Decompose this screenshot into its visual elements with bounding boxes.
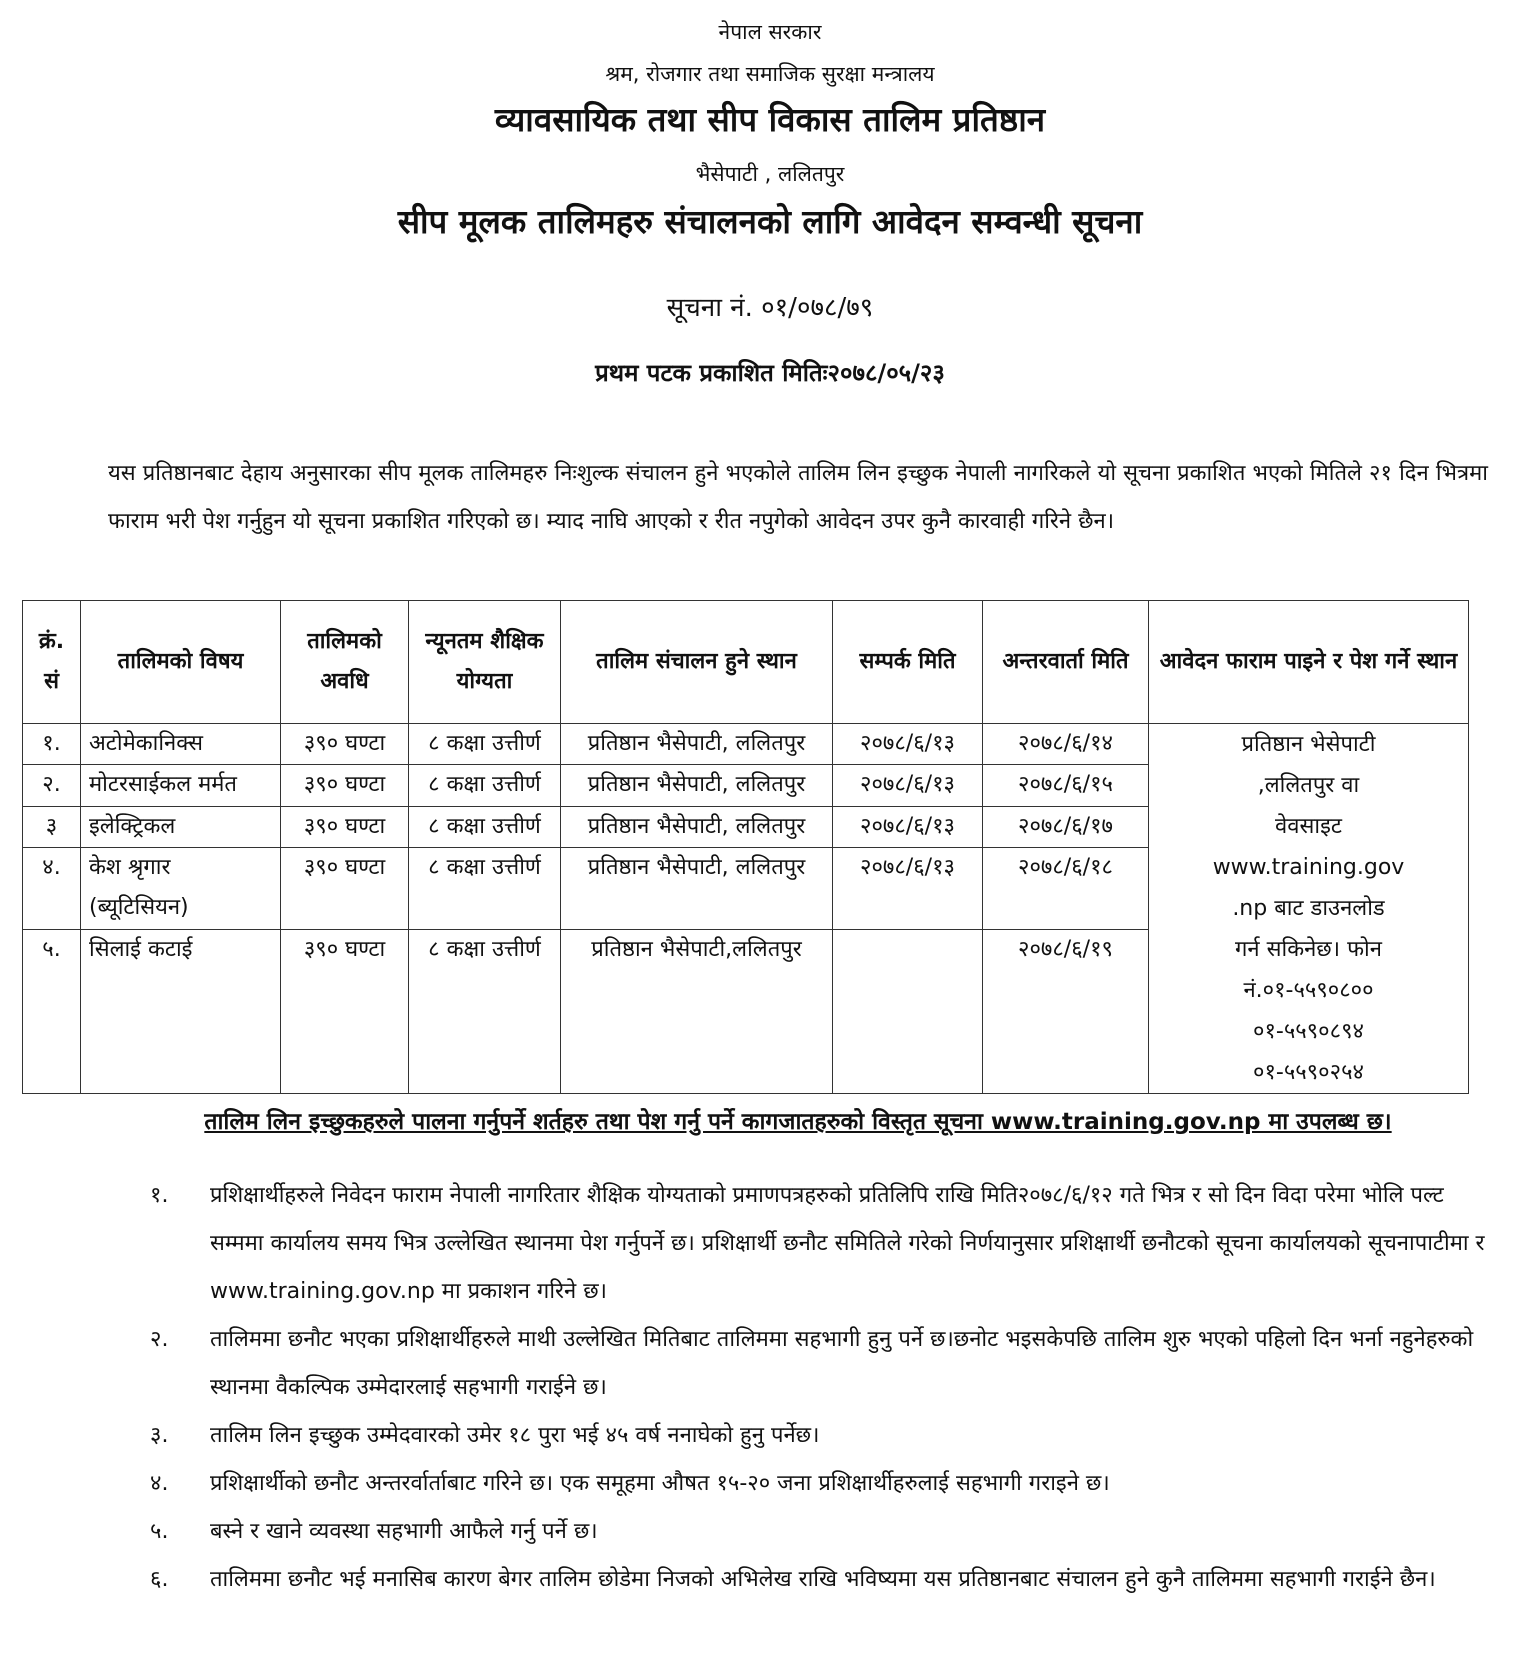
row-qualification: ८ कक्षा उत्तीर्ण (409, 847, 561, 929)
condition-text: तालिम लिन इच्छुक उम्मेदवारको उमेर १८ पुरा भई ४५ वर्ष ननाघेको हुनु पर्नेछ। (210, 1423, 820, 1448)
row-venue: प्रतिष्ठान भैसेपाटी, ललितपुर (561, 806, 833, 847)
row-duration: ३९० घण्टा (281, 765, 409, 806)
institute-location: भैसेपाटी , ललितपुर (695, 162, 845, 186)
condition-text: प्रशिक्षार्थीको छनौट अन्तरर्वार्ताबाट गरिने छ। एक समूहमा औषत १५-२० जना प्रशिक्षार्थीहरुलाई सहभागी गराइने छ। (210, 1471, 1110, 1496)
notice-title: सीप मूलक तालिमहरु संचालनको लागि आवेदन सम्वन्धी सूचना (397, 202, 1143, 241)
row-interview-date: २०७८/६/१९ (983, 929, 1149, 1093)
notice-number: सूचना नं. ०१/०७८/७९ (666, 293, 874, 323)
row-contact-date: २०७८/६/१३ (833, 724, 983, 765)
row-qualification: ८ कक्षा उत्तीर्ण (409, 929, 561, 1093)
apply-place-phone: ०१-५५९०८९४ (1253, 1019, 1364, 1044)
table-header-row (23, 601, 1469, 724)
row-serial: ४. (23, 847, 81, 929)
row-subject-cell (81, 847, 281, 929)
intro-paragraph: यस प्रतिष्ठानबाट देहाय अनुसारका सीप मूलक तालिमहरु निःशुल्क संचालन हुने भएकोले तालिम लिन इच्छुक नेपाली नागरिकले यो सूचना प्रकाशित भएको मितिले २१ दिन भित्रमा फाराम भरी पेश गर्नुहुन यो सूचना प्रकाशित गरिएको छ। म्याद नाघि आएको र रीत नपुगेको आवेदन उपर कुनै कारवाही गरिने छैन। (108, 461, 1488, 534)
institute-name: व्यावसायिक तथा सीप विकास तालिम प्रतिष्ठान (494, 100, 1046, 139)
list-item (150, 1508, 1500, 1556)
row-subject: सिलाई कटाई (81, 929, 281, 1093)
condition-text: प्रशिक्षार्थीहरुले निवेदन फाराम नेपाली नागरितार शैक्षिक योग्यताको प्रमाणपत्रहरुको प्रतिलिपि राखि मिति२०७८/६/१२ गते भित्र र सो दिन विदा परेमा भोलि पल्ट सम्ममा कार्यालय समय भित्र उल्लेखित स्थानमा पेश गर्नुपर्ने छ। प्रशिक्षार्थी छनौट समितिले गरेको निर्णयानुसार प्रशिक्षार्थी छनौटको सूचना कार्यालयको सूचनापाटीमा र www.training.gov.np मा प्रकाशन गरिने छ। (210, 1183, 1485, 1304)
header-contact-date: सम्पर्क मिति (833, 601, 983, 724)
condition-number: ३. (150, 1423, 169, 1448)
row-contact-date: २०७८/६/१३ (833, 847, 983, 929)
row-duration: ३९० घण्टा (281, 806, 409, 847)
row-subject: अटोमेकानिक्स (81, 724, 281, 765)
government-name: नेपाल सरकार (718, 20, 822, 44)
condition-number: ५. (150, 1519, 169, 1544)
header-duration: तालिमको अवधि (281, 601, 409, 724)
row-subject-sub: (ब्यूटिसियन) (89, 894, 189, 920)
ministry-name: श्रम, रोजगार तथा समाजिक सुरक्षा मन्त्रालय (605, 62, 935, 86)
row-duration: ३९० घण्टा (281, 847, 409, 929)
condition-text: तालिममा छनौट भएका प्रशिक्षार्थीहरुले माथी उल्लेखित मितिबाट तालिममा सहभागी हुनु पर्ने छ।छनोट भइसकेपछि तालिम शुरु भएको पहिलो दिन भर्ना नहुनेहरुको स्थानमा वैकल्पिक उम्मेदारलाई सहभागी गराईने छ। (210, 1327, 1474, 1400)
row-interview-date: २०७८/६/१७ (983, 806, 1149, 847)
list-item (150, 1412, 1500, 1460)
row-contact-date: २०७८/६/१३ (833, 765, 983, 806)
apply-place-website: www.training.gov (1212, 855, 1405, 880)
apply-place-phone: ०१-५५९०२५४ (1253, 1060, 1364, 1085)
row-serial: ५. (23, 929, 81, 1093)
detail-note: तालिम लिन इच्छुकहरुले पालना गर्नुपर्ने शर्तहरु तथा पेश गर्नु पर्ने कागजातहरुको विस्तृत सूचना www.training.gov.np मा उपलब्ध छ। (204, 1109, 1392, 1135)
row-interview-date: २०७८/६/१४ (983, 724, 1149, 765)
header-apply-place: आवेदन फाराम पाइने र पेश गर्ने स्थान (1149, 601, 1469, 724)
row-venue: प्रतिष्ठान भैसेपाटी,ललितपुर (561, 929, 833, 1093)
row-serial: १. (23, 724, 81, 765)
condition-number: १. (150, 1183, 169, 1208)
row-qualification: ८ कक्षा उत्तीर्ण (409, 724, 561, 765)
row-interview-date: २०७८/६/१५ (983, 765, 1149, 806)
row-interview-date: २०७८/६/१८ (983, 847, 1149, 929)
row-duration: ३९० घण्टा (281, 929, 409, 1093)
apply-place-line: प्रतिष्ठान भेसेपाटी (1241, 732, 1376, 757)
row-qualification: ८ कक्षा उत्तीर्ण (409, 806, 561, 847)
list-item (150, 1556, 1500, 1604)
row-serial: ३ (23, 806, 81, 847)
condition-number: २. (150, 1327, 169, 1352)
row-subject: इलेक्ट्रिकल (81, 806, 281, 847)
row-contact-date: २०७८/६/१३ (833, 806, 983, 847)
condition-text: बस्ने र खाने व्यवस्था सहभागी आफैले गर्नु पर्ने छ। (210, 1519, 598, 1544)
list-item (150, 1460, 1500, 1508)
header-qualification: न्यूनतम शैक्षिक योग्यता (409, 601, 561, 724)
apply-place-phone: नं.०१-५५९०८०० (1243, 978, 1374, 1003)
list-item (150, 1172, 1500, 1316)
apply-place-cell (1149, 724, 1469, 1094)
row-subject: केश श्रृगार (89, 854, 171, 880)
row-subject: मोटरसाईकल मर्मत (81, 765, 281, 806)
header-subject: तालिमको विषय (81, 601, 281, 724)
row-duration: ३९० घण्टा (281, 724, 409, 765)
row-qualification: ८ कक्षा उत्तीर्ण (409, 765, 561, 806)
row-contact-date (833, 929, 983, 1093)
condition-text: तालिममा छनौट भई मनासिब कारण बेगर तालिम छोडेमा निजको अभिलेख राखि भविष्यमा यस प्रतिष्ठानबाट संचालन हुने कुनै तालिममा सहभागी गराईने छैन। (210, 1567, 1436, 1592)
condition-number: ६. (150, 1567, 169, 1592)
apply-place-line: वेवसाइट (1275, 814, 1342, 839)
header-interview-date: अन्तरवार्ता मिति (983, 601, 1149, 724)
row-serial: २. (23, 765, 81, 806)
apply-place-line: गर्न सकिनेछ। फोन (1235, 937, 1382, 962)
apply-place-line: ,ललितपुर वा (1257, 773, 1360, 798)
header-venue: तालिम संचालन हुने स्थान (561, 601, 833, 724)
row-venue: प्रतिष्ठान भैसेपाटी, ललितपुर (561, 765, 833, 806)
header-serial: क्रं. सं (23, 601, 81, 724)
table-row (23, 724, 1469, 765)
courses-table (22, 600, 1469, 1094)
list-item (150, 1316, 1500, 1412)
published-date: प्रथम पटक प्रकाशित मितिः२०७८/०५/२३ (595, 359, 945, 387)
condition-number: ४. (150, 1471, 169, 1496)
row-venue: प्रतिष्ठान भैसेपाटी, ललितपुर (561, 724, 833, 765)
apply-place-line: .np बाट डाउनलोड (1232, 896, 1385, 921)
row-venue: प्रतिष्ठान भैसेपाटी, ललितपुर (561, 847, 833, 929)
conditions-list (150, 1172, 1500, 1604)
